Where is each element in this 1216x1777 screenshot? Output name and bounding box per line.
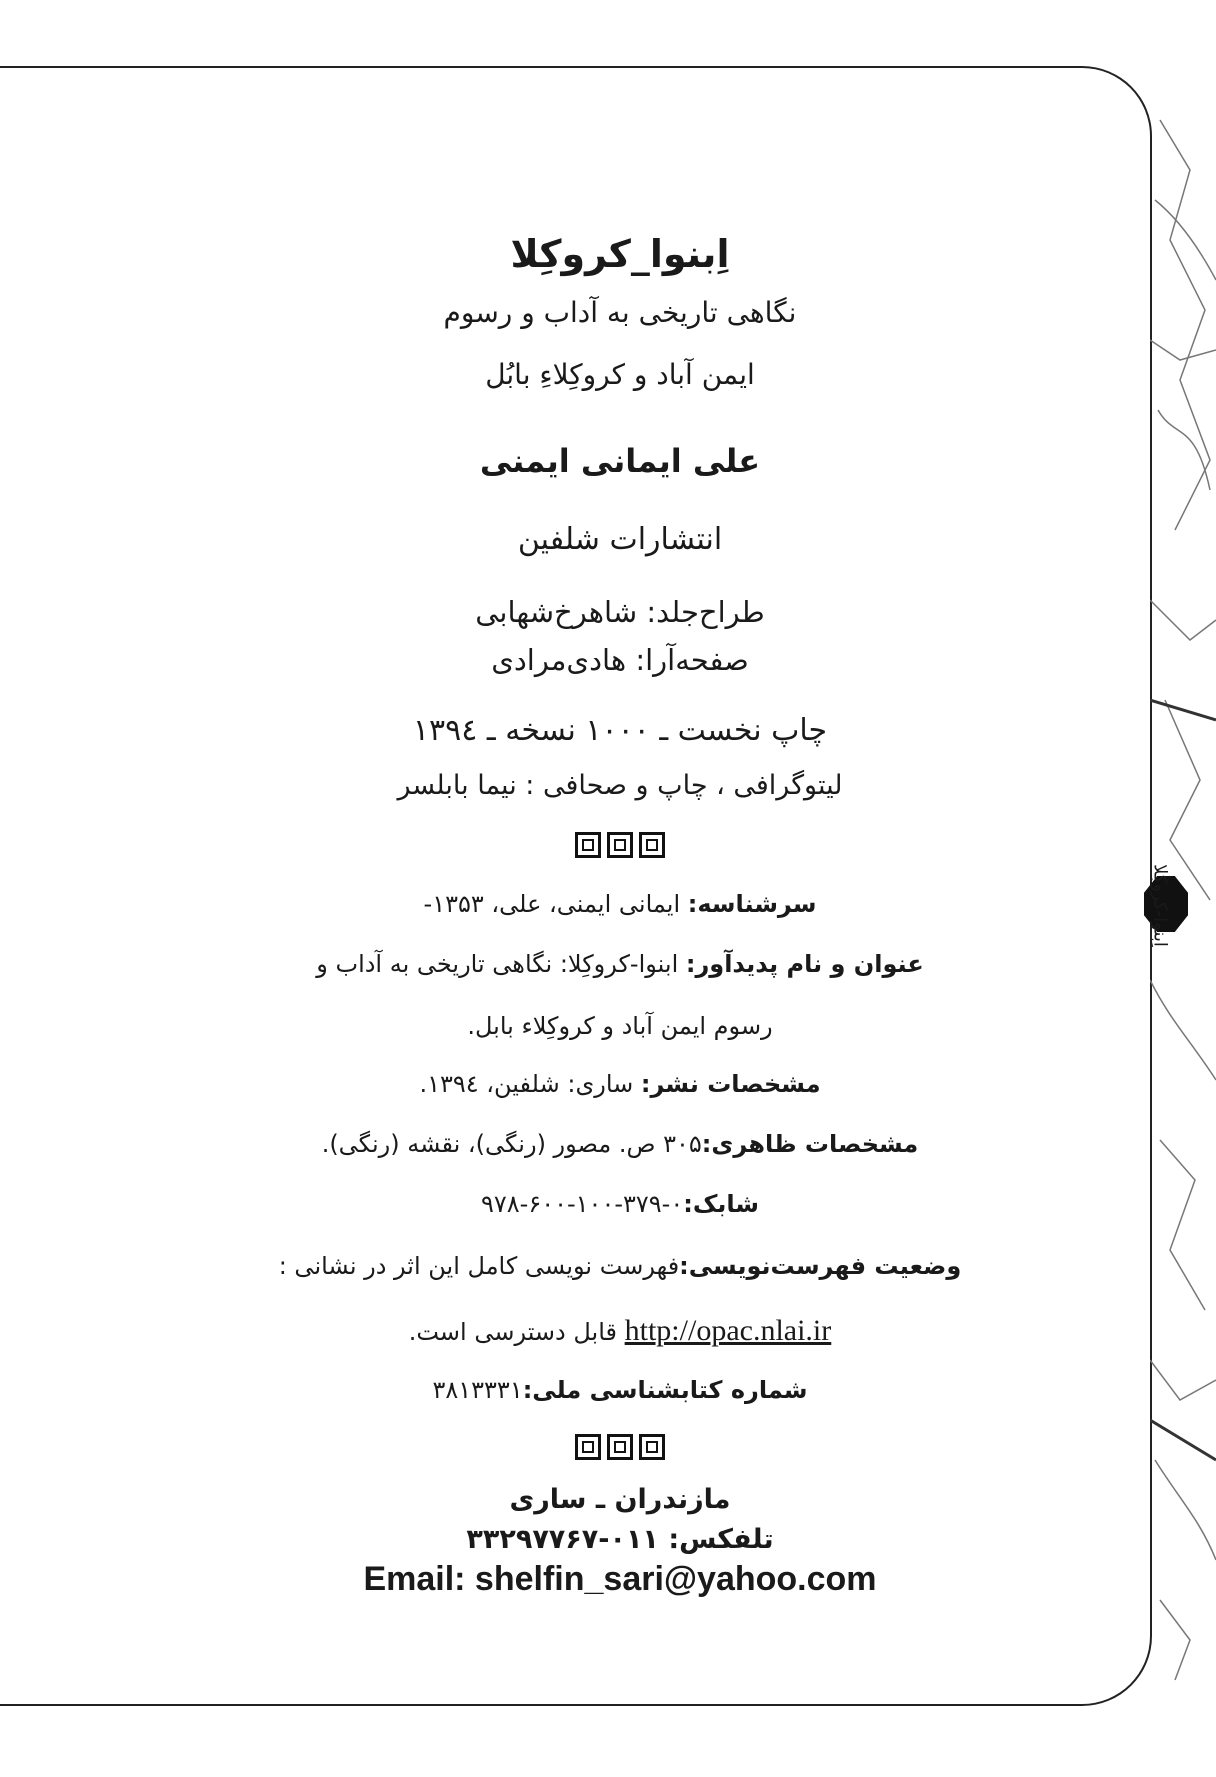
catalog-title-value: ابنوا-کروکِلا: نگاهی تاریخی به آداب و [316, 950, 686, 978]
catalog-status [270, 1252, 970, 1280]
catalog-national-label: شماره کتابشناسی ملی: [522, 1376, 808, 1404]
catalog-title [270, 950, 970, 978]
ornament-divider [270, 832, 970, 858]
catalog-heading-label: سرشناسه: [687, 890, 817, 918]
side-tab-label: اِبنوا-کروکِلا [1149, 864, 1171, 947]
catalog-title-cont: رسوم ایمن آباد و کروکِلاء بابل. [467, 1012, 773, 1040]
ornament-divider [270, 1434, 970, 1460]
catalog-national-value: ۳۸۱۳۳۳۱ [432, 1376, 523, 1404]
catalog-heading [270, 890, 970, 918]
catalog-title-label: عنوان و نام پدیدآور: [685, 950, 924, 978]
side-chapter-tab [1140, 860, 1192, 980]
printing-info: لیتوگرافی ، چاپ و صحافی : نیما بابلسر [397, 770, 843, 801]
catalog-access [270, 1314, 970, 1348]
catalog-isbn-label: شابک: [683, 1190, 760, 1218]
catalog-publication [270, 1070, 970, 1098]
book-subtitle-line1: نگاهی تاریخی به آداب و رسوم [443, 296, 797, 329]
publisher-email[interactable]: Email: shelfin_sari@yahoo.com [363, 1560, 877, 1598]
publisher-location: مازندران ـ ساری [509, 1484, 731, 1515]
book-author: علی ایمانی ایمنی [479, 442, 761, 480]
catalog-publication-label: مشخصات نشر: [640, 1070, 821, 1098]
ornament-square-icon [639, 1434, 665, 1460]
book-title: اِبنوا_کروکِلا [510, 232, 730, 276]
book-publisher: انتشارات شلفین [517, 522, 723, 557]
catalog-national-number [270, 1376, 970, 1404]
catalog-access-text: قابل دسترسی است. [408, 1318, 625, 1346]
catalog-isbn-value: ۰-۳۷۹-۱۰۰-۶۰۰-۹۷۸ [480, 1190, 684, 1218]
cover-designer: طراح‌جلد: شاهرخ‌شهابی [475, 595, 765, 629]
ornament-square-icon [575, 832, 601, 858]
ornament-square-icon [639, 832, 665, 858]
catalog-physical-label: مشخصات ظاهری: [701, 1130, 919, 1158]
ornament-square-icon [607, 1434, 633, 1460]
ornament-square-icon [607, 832, 633, 858]
catalog-physical [270, 1130, 970, 1158]
publisher-phone: تلفکس: ۰۱۱-۳۳۲۹۷۷۶۷ [466, 1524, 774, 1555]
edition-info: چاپ نخست ـ ۱۰۰۰ نسخه ـ ۱۳۹٤ [412, 713, 828, 748]
catalog-status-label: وضعیت فهرست‌نویسی: [679, 1252, 962, 1280]
catalog-status-value: فهرست نویسی کامل این اثر در نشانی : [278, 1252, 680, 1280]
ornament-square-icon [575, 1434, 601, 1460]
opac-link[interactable]: http://opac.nlai.ir [624, 1314, 832, 1347]
catalog-isbn [270, 1190, 970, 1218]
catalog-physical-value: ۳۰۵ ص. مصور (رنگی)، نقشه (رنگی). [321, 1130, 702, 1158]
page-layout-credit: صفحه‌آرا: هادی‌مرادی [491, 643, 749, 677]
catalog-publication-value: ساری: شلفین، ۱۳۹٤. [419, 1070, 641, 1098]
book-subtitle-line2: ایمن آباد و کروکِلاءِ بابُل [485, 358, 755, 391]
catalog-heading-value: ایمانی ایمنی، علی، ۱۳۵۳- [423, 890, 688, 918]
